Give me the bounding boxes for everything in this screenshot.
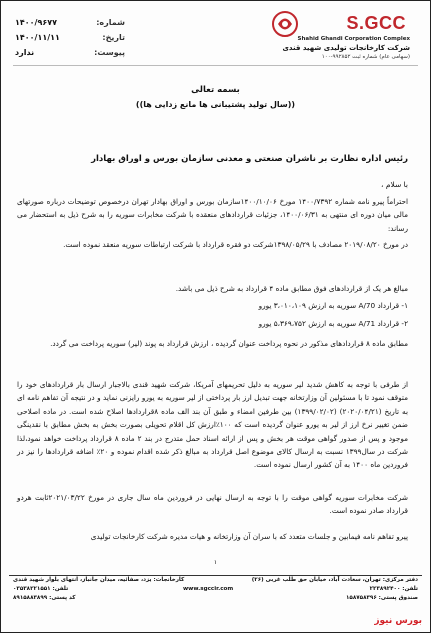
letter-subtitle: ((سال تولید پشتیبانی ها مانع زدایی ها)) [135,100,296,109]
footer-postal-code: کد پستی: ۸۹۱۵۸۸۳۸۹۹ [13,595,76,601]
company-name-fa: شرکت کارخانجات تولیدی شهید قندی [282,44,410,52]
footer-factory-address: کارخانجات: یزد، صفائیه، میدان جانباز، انتهای بلوار شهید قندی [13,577,185,583]
paragraph-1: احتراماً پیرو نامه شماره ۱۴۰۰/۷۳۹۲ مورخ ۱۴۰۰/۱۰/۰۶سازمان بورس و اوراق بهادار تهران درخصوص توضیحات درباره صورتهای مالی میان دوره ای منتهی به ۱۴۰۰/۰۶/۳۱، جزئیات قراردادهای منعقده با شرکت مخابرات سوریه را به شرح ذیل به استحضار می رساند: [17,197,408,233]
footer-po-box: صندوق پستی: ۱۵۸۷۵۸۳۹۶ [346,595,418,601]
paragraph-6: شرکت مخابرات سوریه گواهی موقت را با توجه به ارسال نهایی در فروردین ماه سال جاری در مورخ ۲۰۲۱/۰۳/۲۲ثابت هردو قرارداد صادر نموده است. [17,493,408,516]
contract-item-2: ۲- قرارداد A/71 سوریه به ارزش ۵،۳۶۹،۷۵۲ یورو [258,319,408,328]
logo-text: S.GCC [346,13,406,33]
footer-office-phone: تلفن: ۲۲۳۸۹۲۴۰۰ [369,586,418,592]
company-name-en: Shahid Ghandi Corporation Complex [297,36,410,42]
footer-website[interactable]: www.sgccir.com [183,586,234,592]
meta-date-row [15,30,125,45]
company-logo-block [248,9,416,61]
paragraph-4: مطابق ماده ۸ قراردادهای مذکور در نحوه پرداخت عنوان گردیده ، ارزش قرارداد به پوند (لیر) سوریه پرداخت می گردد. [50,339,408,348]
footer-factory-phone: تلفن: ۰۳۵۳۸۲۲۱۵۵۱ [13,586,69,592]
paragraph-7: پیرو تفاهم نامه فیمابین و جلسات متعدد که با سران آن وزارتخانه و هیات مدیره شرکت کارخانجات تولیدی [90,532,408,541]
registration-number: (سهامی عام) شماره ثبت ۹۹۲۸۵۲-۱۰۰ [321,54,410,60]
sgcc-logo-icon [272,11,298,37]
meta-number-row [15,15,125,30]
header-divider [13,65,418,66]
letter-title: بسمه تعالی [191,85,240,95]
letter-greeting: با سلام ، [381,180,408,189]
news-watermark: بورس نیوز [374,616,422,626]
page-number: ۱ [213,559,218,566]
contract-item-1: ۱- قرارداد A/70 سوریه به ارزش ۳،۰۱۰،۱۰۹ یورو [258,301,408,310]
number-label: شماره: [96,18,125,27]
letter-meta [15,15,125,60]
date-label: تاریخ: [102,33,125,42]
footer-office-address: دفتر مرکزی: تهران، سعادت آباد، خیابان حق طلب غربی (۲۶) [251,577,418,583]
paragraph-3: مبالغ هر یک از قراردادهای فوق مطابق ماده ۴ قرارداد به شرح ذیل می باشد. [175,284,408,293]
attachment-label: پیوست: [94,48,125,57]
meta-attachment-row [15,45,125,60]
date-value: ۱۴۰۰/۱۱/۱۱ [15,33,60,42]
footer-divider [9,575,422,576]
attachment-value: ندارد [15,48,35,57]
number-value: ۱۴۰۰/۹۶۷۷ [15,18,57,27]
paragraph-2: در مورخ ۲۰۱۹/۰۸/۲۰ مصادف با ۱۳۹۸/۰۵/۲۹شرکت دو فقره قرارداد با شرکت ارتباطات سوریه منعقد نموده است. [63,240,408,249]
paragraph-5: از طرفی با توجه به کاهش شدید لیر سوریه به دلیل تحریمهای آمریکا، شرکت شهید قندی بالاجبار ارسال بار قراردادهای خود را متوقف نمود تا با مسئولین آن وزارتخانه جهت تبدیل ارز بار پرداختی از لیر سوریه به یورو رایزنی نماید و در نتیجه آن تفاهم نامه ای به تاریخ (۲۰۲۰/۰۴/۲۱) (۱۳۹۹/۰۲/۰۲) بین طرفین امضاء و طبق آن بند الف ماده ۸قراردادها اصلاح شده است. در ماده اصلاحی ضمن تغییر نرخ ارز از لیر به یورو عنوان گردیده است که ۱۰۰٪ارزش کل اقلام تحویلی بصورت بخش به بخش مطابق با نقدینگی موجود و پس از صدور گواهی موقت هر بخش و پس از ارائه اسناد حمل متدرج در بند ۲ ماده ۸ قرارداد پرداخت خواهد نمود،لذا شرکت در سال۱۳۹۹ نسبت به ارسال کالای موضوع اصل قرارداد به مبالغ ذکر شده اقدام نموده و ۲۰٪ اضافه قراردادها را نیز در فروردین ماه ۱۴۰۰ به آن کشور ارسال نموده است. [17,380,409,470]
letter-addressee: رئیس اداره نظارت بر ناشران صنعتی و معدنی سازمان بورس و اوراق بهادار [91,154,408,164]
